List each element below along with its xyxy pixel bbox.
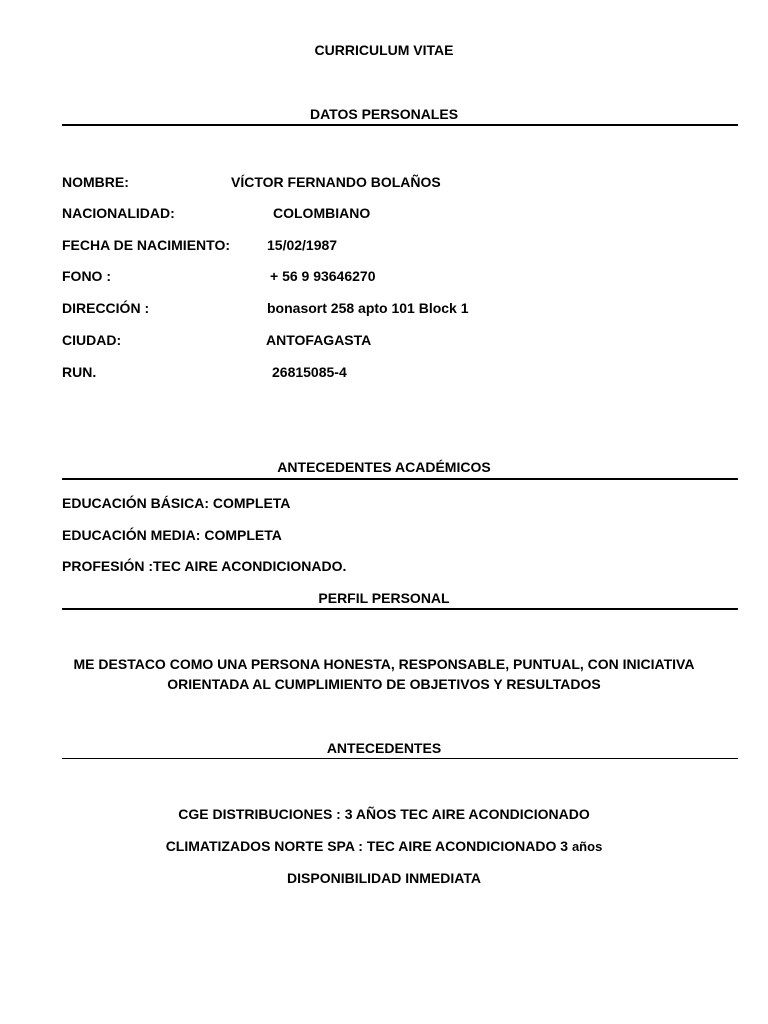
document-title: CURRICULUM VITAE bbox=[314, 42, 454, 58]
academic-item-basic: EDUCACIÓN BÁSICA: COMPLETA bbox=[62, 495, 291, 511]
section-divider bbox=[62, 758, 738, 759]
field-label-run: RUN. bbox=[62, 364, 97, 380]
background-item-availability: DISPONIBILIDAD INMEDIATA bbox=[287, 870, 481, 886]
field-label-nacionalidad: NACIONALIDAD: bbox=[62, 205, 175, 221]
section-heading-academic: ANTECEDENTES ACADÉMICOS bbox=[277, 459, 491, 475]
background-item-climatizados-main: CLIMATIZADOS NORTE SPA : TEC AIRE ACONDICIONADO 3 bbox=[165, 838, 569, 854]
background-item-cge: CGE DISTRIBUCIONES : 3 AÑOS TEC AIRE ACONDICIONADO bbox=[178, 806, 590, 822]
field-value-nacionalidad: COLOMBIANO bbox=[273, 205, 371, 221]
field-label-ciudad: CIUDAD: bbox=[62, 332, 122, 348]
academic-item-profession: PROFESIÓN :TEC AIRE ACONDICIONADO. bbox=[62, 558, 347, 574]
section-heading-background: ANTECEDENTES bbox=[326, 740, 442, 756]
field-value-direccion: bonasort 258 apto 101 Block 1 bbox=[267, 300, 469, 316]
field-value-nombre: VÍCTOR FERNANDO BOLAÑOS bbox=[231, 174, 441, 190]
field-value-fono: + 56 9 93646270 bbox=[270, 268, 376, 284]
section-divider bbox=[62, 478, 738, 480]
section-heading-personal: DATOS PERSONALES bbox=[309, 106, 459, 122]
section-divider bbox=[62, 124, 738, 126]
field-value-run: 26815085-4 bbox=[272, 364, 347, 380]
field-label-direccion: DIRECCIÓN : bbox=[62, 300, 150, 316]
academic-item-media: EDUCACIÓN MEDIA: COMPLETA bbox=[62, 527, 282, 543]
field-label-fono: FONO : bbox=[62, 268, 111, 284]
field-label-nombre: NOMBRE: bbox=[62, 174, 129, 190]
profile-line-2: ORIENTADA AL CUMPLIMIENTO DE OBJETIVOS Y RESULTADOS bbox=[167, 676, 601, 692]
field-value-ciudad: ANTOFAGASTA bbox=[266, 332, 372, 348]
section-heading-profile: PERFIL PERSONAL bbox=[318, 590, 450, 606]
background-item-climatizados-tail: años bbox=[571, 839, 603, 854]
field-label-fecha-nacimiento: FECHA DE NACIMIENTO: bbox=[62, 237, 230, 253]
field-value-fecha-nacimiento: 15/02/1987 bbox=[267, 237, 338, 253]
section-divider bbox=[62, 608, 738, 610]
profile-line-1: ME DESTACO COMO UNA PERSONA HONESTA, RESPONSABLE, PUNTUAL, CON INICIATIVA bbox=[73, 656, 695, 672]
background-item-climatizados bbox=[0, 838, 768, 855]
